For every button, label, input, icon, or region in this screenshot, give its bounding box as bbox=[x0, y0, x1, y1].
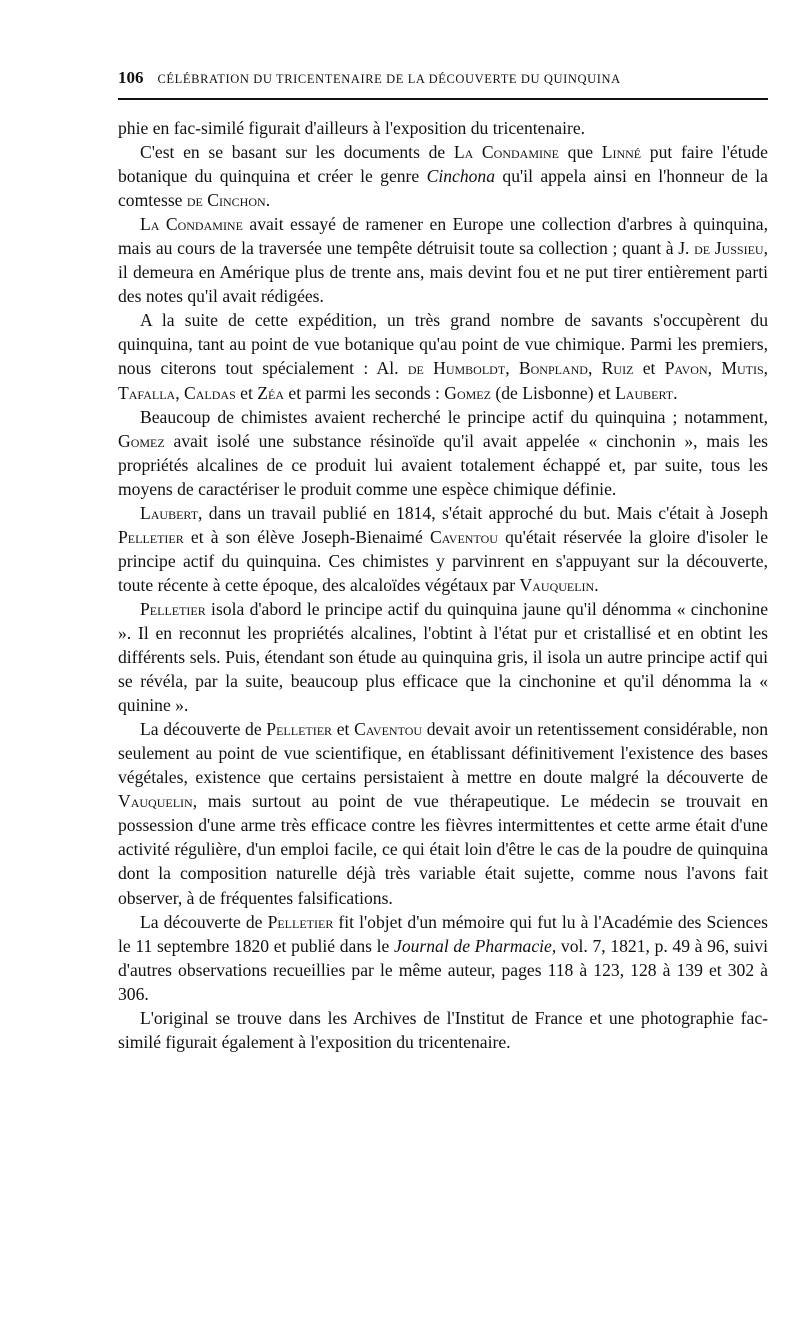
proper-name: Gomez bbox=[444, 382, 491, 403]
text-run: que bbox=[559, 142, 602, 163]
proper-name: Pelletier bbox=[267, 911, 334, 932]
text-run: , vol. 7, 1821, p. 49 à 96, suivi d'autres observations recueillies par le même auteur, pages 118 à 123, 128 à 139 et 302 à 306. bbox=[118, 935, 768, 1004]
text-run: C'est en se basant sur les documents de bbox=[140, 142, 454, 163]
proper-name: Caldas bbox=[184, 382, 236, 403]
proper-name: Bonpland bbox=[518, 358, 588, 379]
text-run: devait avoir un retentissement considérable, non seulement au point de vue scientifique, en établissant définitivement l'existence des bases végétales, existence que certains persistaient à mettre en doute malgré la découverte de bbox=[118, 719, 769, 788]
book-page bbox=[118, 68, 768, 1054]
text-run: put faire l'étude botanique du quinquina et créer le genre bbox=[118, 142, 768, 187]
proper-name: Tafalla bbox=[118, 382, 176, 403]
proper-name: Pelletier bbox=[118, 526, 184, 547]
proper-name: Linné bbox=[601, 142, 642, 163]
text-run: et bbox=[633, 358, 665, 379]
text-run: et bbox=[235, 382, 258, 403]
text-run: avait isolé une substance résinoïde qu'il avait appelée « cinchonin », mais les propriétés alcalines de ce produit lui avaient totalement échappé et, par suite, tous les moyens de caractériser le produit comme une espèce chimique définie. bbox=[118, 430, 768, 499]
text-run: qu'il appela ainsi en l'honneur de la comtesse bbox=[118, 166, 768, 211]
paragraph bbox=[118, 1006, 768, 1054]
text-run: , mais surtout au point de vue thérapeutique. Le médecin se trouvait en possession d'une arme très efficace contre les fièvres intermittentes et cette arme était d'une activité régulière, d'un emploi facile, ce qui était loin d'être le cas de la poudre de quinquina dont la composition naturelle déjà très variable était sujette, comme nous l'avons fait observer, à de fréquentes falsifications. bbox=[118, 791, 768, 908]
text-run: fit l'objet d'un mémoire qui fut lu à l'Académie des Sciences le 11 septembre 1820 et publié dans le bbox=[118, 911, 768, 956]
proper-name: de Jussieu bbox=[694, 238, 764, 259]
text-run: , il demeura en Amérique plus de trente ans, mais devint fou et ne put tirer entièrement parti des notes qu'il avait rédigées. bbox=[118, 238, 768, 307]
text-run: et bbox=[332, 719, 355, 740]
text-run: La découverte de bbox=[140, 911, 268, 932]
text-run: , dans un travail publié en 1814, s'était approché du but. Mais c'était à Joseph bbox=[198, 502, 768, 523]
text-run: . bbox=[594, 574, 599, 595]
text-run: , bbox=[763, 358, 769, 379]
proper-name: Pelletier bbox=[266, 719, 333, 740]
proper-name: Zéa bbox=[257, 382, 284, 403]
text-run: isola d'abord le principe actif du quinquina jaune qu'il dénomma « cinchonine ». Il en reconnut les propriétés alcalines, l'obtint à l'état pur et cristallisé et en obtint les différents sels. Puis, étendant son étude au quinquina gris, il isola un autre principe actif qui se révéla, par la suite, beaucoup plus efficace que la cinchonine et qu'il dénomma la « quinine ». bbox=[118, 598, 768, 716]
proper-name: Laubert bbox=[140, 502, 199, 523]
text-run: L'original se trouve dans les Archives de l'Institut de France et une photographie fac-similé figurait également à l'exposition du tricentenaire. bbox=[118, 1007, 768, 1052]
text-run: Beaucoup de chimistes avaient recherché le principe actif du quinquina ; notamment, bbox=[140, 406, 768, 427]
paragraph bbox=[118, 116, 768, 140]
text-run: phie en fac-similé figurait d'ailleurs à l'exposition du tricentenaire. bbox=[118, 118, 586, 138]
proper-name: Pavon bbox=[664, 358, 708, 379]
paragraph bbox=[118, 212, 768, 308]
text-run: . bbox=[673, 382, 678, 403]
text-run: et à son élève Joseph-Bienaimé bbox=[183, 526, 430, 547]
proper-name: de Humboldt bbox=[407, 358, 506, 379]
text-run: , bbox=[505, 358, 519, 379]
paragraph bbox=[118, 140, 768, 212]
paragraph bbox=[118, 597, 768, 717]
text-run: (de Lisbonne) et bbox=[490, 382, 616, 403]
proper-name: La Condamine bbox=[140, 214, 243, 235]
proper-name: Laubert bbox=[615, 382, 674, 403]
page-number: 106 bbox=[118, 68, 144, 87]
proper-name: Ruiz bbox=[601, 358, 634, 379]
body-text bbox=[118, 116, 768, 1054]
paragraph bbox=[118, 717, 768, 909]
paragraph bbox=[118, 501, 768, 597]
running-title: CÉLÉBRATION DU TRICENTENAIRE DE LA DÉCOUVERTE DU QUINQUINA bbox=[157, 72, 621, 86]
proper-name: Pelletier bbox=[140, 598, 206, 619]
paragraph bbox=[118, 405, 768, 501]
proper-name: Mutis bbox=[721, 358, 764, 379]
text-run: . bbox=[265, 190, 271, 211]
text-run: , bbox=[587, 358, 602, 379]
text-run: , bbox=[707, 358, 722, 379]
proper-name: Gomez bbox=[118, 430, 165, 451]
paragraph bbox=[118, 910, 768, 1006]
proper-name: Vauquelin bbox=[519, 574, 595, 595]
text-run: qu'était réservée la gloire d'isoler le principe actif du quinquina. Ces chimistes y parvinrent en s'appuyant sur la découverte, toute récente à cette époque, des alcaloïdes végétaux par bbox=[118, 526, 768, 595]
proper-name: Vauquelin bbox=[118, 791, 193, 812]
text-run: et parmi les seconds : bbox=[284, 382, 445, 403]
italic-text: Journal de Pharmacie bbox=[394, 935, 552, 956]
proper-name: de Cinchon bbox=[186, 190, 266, 211]
text-run: , bbox=[175, 382, 184, 403]
proper-name: La Condamine bbox=[453, 142, 559, 163]
proper-name: Caventou bbox=[429, 526, 498, 547]
text-run: La découverte de bbox=[140, 719, 267, 740]
italic-text: Cinchona bbox=[426, 166, 496, 187]
text-run: A la suite de cette expédition, un très grand nombre de savants s'occupèrent du quinquina, tant au point de vue botanique qu'au point de vue chimique. Parmi les premiers, nous citerons tout spécialement : Al. bbox=[118, 310, 768, 379]
proper-name: Caventou bbox=[354, 719, 423, 740]
running-head bbox=[118, 68, 768, 100]
paragraph bbox=[118, 308, 768, 404]
text-run: avait essayé de ramener en Europe une collection d'arbres à quinquina, mais au cours de la traversée une tempête détruisit toute sa collection ; quant à J. bbox=[118, 214, 768, 259]
